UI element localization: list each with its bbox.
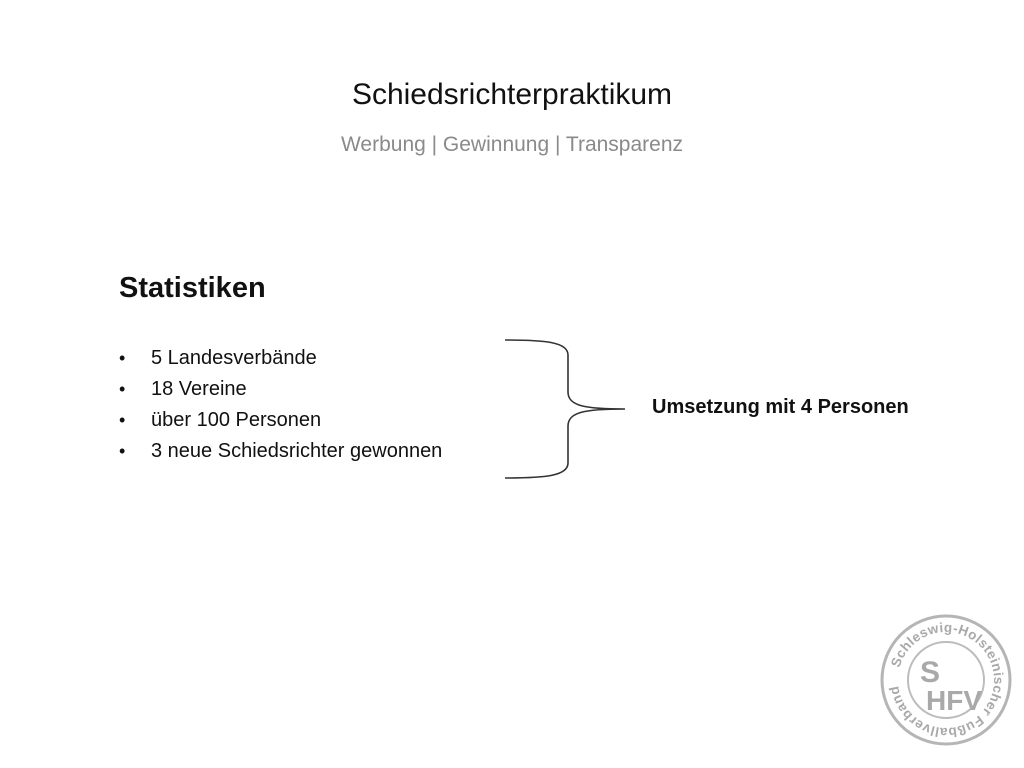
slide-title: Schiedsrichterpraktikum xyxy=(351,78,673,111)
bullet-icon: • xyxy=(119,441,126,461)
list-item-text: 18 Vereine xyxy=(151,378,247,400)
section-heading: Statistiken xyxy=(119,272,266,304)
logo-ring-textpath: Schleswig-Holsteinischer Fußballverband xyxy=(886,619,1007,741)
bullet-icon: • xyxy=(119,348,126,368)
shfv-logo-icon xyxy=(878,612,1014,748)
logo-ring-text xyxy=(886,620,1006,740)
logo-monogram-hfv: HFV xyxy=(926,685,982,716)
list-item-text: 5 Landesverbände xyxy=(151,347,317,369)
logo-outer-ring xyxy=(882,616,1010,744)
list-item-text: über 100 Personen xyxy=(151,409,322,431)
list-item-text: 3 neue Schiedsrichter gewonnen xyxy=(151,440,443,462)
bullet-icon: • xyxy=(119,410,126,430)
slide-subtitle: Werbung | Gewinnung | Transparenz xyxy=(340,133,684,156)
logo-monogram-s: S xyxy=(920,656,941,689)
bullet-icon: • xyxy=(119,379,126,399)
result-label: Umsetzung mit 4 Personen xyxy=(652,396,909,418)
